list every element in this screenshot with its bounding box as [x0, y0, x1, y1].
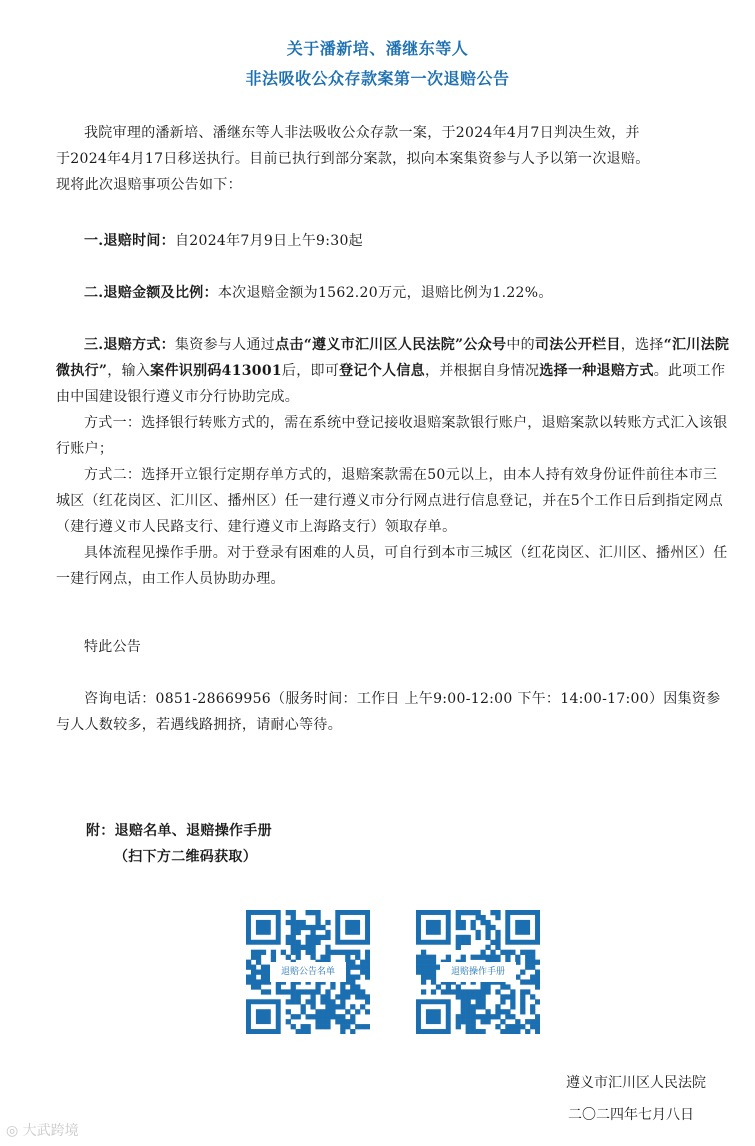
- notice-text: 特此公告: [84, 639, 142, 655]
- qr-code-list[interactable]: [246, 910, 370, 1034]
- method-bold: 点击“遵义市汇川区人民法院”公众号: [275, 337, 507, 353]
- intro-line-1: 我院审理的潘新培、潘继东等人非法吸收公众存款一案，于2024年4月7日判决生效，并: [84, 125, 640, 141]
- signature-date: 二〇二四年七月八日: [568, 1107, 694, 1123]
- section-method: [56, 332, 731, 592]
- title-line-1: 关于潘新培、潘继东等人: [286, 39, 469, 58]
- method-bold: 司法公开栏目: [534, 337, 621, 353]
- section-method-paragraph: [56, 332, 731, 410]
- method-text: 。此项工作由中国建设银行遵义市分行协助完成。: [56, 363, 726, 405]
- method-text: ，并根据自身情况: [424, 363, 540, 379]
- section-time-text: 自2024年7月9日上午9:30起: [174, 233, 363, 249]
- method-bold: 选择一种退赔方式: [539, 363, 654, 379]
- section-amount: [56, 280, 731, 306]
- section-amount-label: 二.退赔金额及比例：: [84, 285, 218, 301]
- attachment-line-2: （扫下方二维码获取）: [114, 849, 257, 865]
- intro-line-2: 于2024年4月17日移送执行。目前已执行到部分案款，拟向本案集资参与人予以第一次退赔。: [56, 151, 650, 167]
- watermark-icon: ◎: [6, 1123, 19, 1139]
- method-text: 集资参与人通过: [174, 337, 276, 353]
- method-two: 方式二：选择开立银行定期存单方式的，退赔案款需在50元以上，由本人持有效身份证件前往本市三城区（红花岗区、汇川区、播州区）任一建行遵义市分行网点进行信息登记，并在5个工作日后到指定网点（建行遵义市人民路支行、建行遵义市上海路支行）领取存单。: [56, 467, 724, 535]
- intro-line-3: 现将此次退赔事项公告如下：: [56, 177, 242, 193]
- method-bold: “汇川法院微执行”: [56, 337, 730, 379]
- contact-info: 咨询电话：0851-28669956（服务时间：工作日 上午9:00-12:00 下午：14:00-17:00）因集资参与人人数较多，若遇线路拥挤，请耐心等待。: [56, 691, 721, 733]
- process-note: 具体流程见操作手册。对于登录有困难的人员，可自行到本市三城区（红花岗区、汇川区、播州区）任一建行网点，由工作人员协助办理。: [56, 545, 728, 587]
- method-one: 方式一：选择银行转账方式的，需在系统中登记接收退赔案款银行账户，退赔案款以转账方式汇入该银行账户；: [56, 415, 728, 457]
- method-bold: 案件识别码413001: [150, 363, 282, 379]
- attachment-line-1: 附：退赔名单、退赔操作手册: [86, 823, 272, 839]
- section-amount-text: 本次退赔金额为1562.20万元，退赔比例为1.22%。: [217, 285, 553, 301]
- title-line-2: 非法吸收公众存款案第一次退赔公告: [245, 69, 510, 88]
- signature-court: 遵义市汇川区人民法院: [566, 1075, 706, 1091]
- section-time-label: 一.退赔时间：: [84, 233, 175, 249]
- method-text: 中的: [506, 337, 535, 353]
- method-text: ，输入: [107, 363, 151, 379]
- method-text: ，选择: [620, 337, 664, 353]
- qr-label-manual: 退赔操作手册: [440, 962, 516, 982]
- section-method-label: 三.退赔方式：: [84, 337, 175, 353]
- watermark-logo: [6, 1120, 79, 1140]
- method-text: 后，即可: [281, 363, 340, 379]
- intro-paragraph: [56, 120, 731, 198]
- qr-code-manual[interactable]: [416, 910, 540, 1034]
- section-time: [56, 228, 731, 254]
- qr-label-list: 退赔公告名单: [270, 962, 346, 982]
- watermark-text: 大武跨境: [22, 1123, 79, 1139]
- method-bold: 登记个人信息: [339, 363, 425, 379]
